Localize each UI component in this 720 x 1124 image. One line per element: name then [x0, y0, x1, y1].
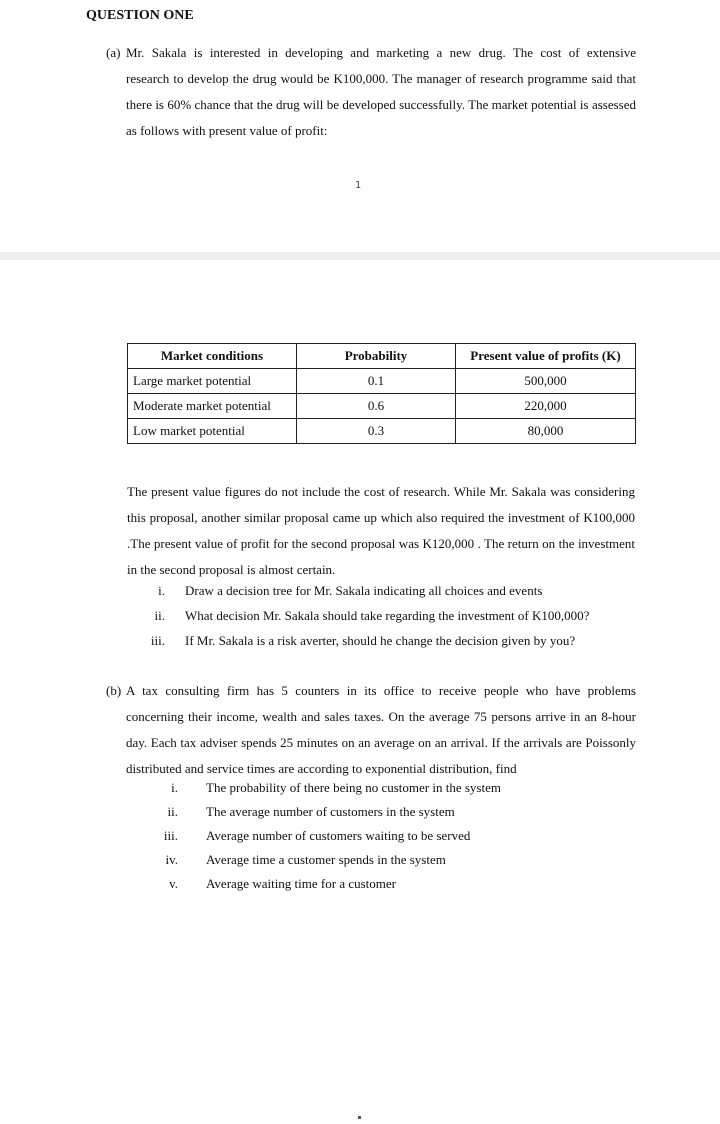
page-number: 1	[355, 180, 362, 191]
list-number: i.	[158, 583, 165, 598]
header-present-value: Present value of profits (K)	[456, 344, 636, 369]
page-2	[0, 260, 720, 1124]
list-number: iii.	[150, 633, 165, 648]
page-1	[0, 0, 720, 252]
part-a-first-line	[106, 40, 636, 66]
list-item	[140, 603, 589, 628]
cell-probability: 0.1	[297, 369, 456, 394]
part-a-paragraph	[106, 40, 636, 144]
table-row	[128, 419, 636, 444]
cell-condition: Moderate market potential	[128, 394, 297, 419]
list-item	[148, 800, 501, 824]
list-text: If Mr. Sakala is a risk averter, should he change the decision given by you?	[185, 633, 576, 648]
cell-value: 80,000	[456, 419, 636, 444]
list-number: ii.	[167, 804, 178, 819]
list-number: iii.	[163, 828, 178, 843]
proposal-paragraph: The present value figures do not include the cost of research. While Mr. Sakala was considering this proposal, another similar proposal came up which also required the investment of K100,000 .The present value of profit for the second proposal was K120,000 . The return on the investment in the second proposal is almost certain.	[127, 484, 635, 577]
market-table	[127, 343, 636, 444]
list-item	[148, 848, 501, 872]
part-a-label: (a)	[106, 45, 121, 60]
cell-probability: 0.3	[297, 419, 456, 444]
part-b-first-text: A tax consulting firm has 5 counters in its office to receive people who have problems	[126, 683, 636, 698]
list-item	[140, 578, 589, 603]
list-number: v.	[169, 876, 178, 891]
part-a-questions	[140, 578, 589, 653]
list-number: iv.	[165, 852, 178, 867]
table-row	[128, 394, 636, 419]
list-number: ii.	[154, 608, 165, 623]
list-text: Average time a customer spends in the system	[206, 852, 446, 867]
part-b-paragraph	[106, 678, 636, 782]
footer-mark	[358, 1116, 361, 1119]
cell-probability: 0.6	[297, 394, 456, 419]
part-a-body: research to develop the drug would be K100,000. The manager of research programme said that there is 60% chance that the drug will be developed successfully. The market potential is assessed as follows with present value of profit:	[126, 71, 636, 138]
table-header-row	[128, 344, 636, 369]
part-b-questions	[148, 776, 501, 896]
header-probability: Probability	[297, 344, 456, 369]
list-text: Average waiting time for a customer	[206, 876, 396, 891]
list-text: The probability of there being no customer in the system	[206, 780, 501, 795]
list-text: Draw a decision tree for Mr. Sakala indicating all choices and events	[185, 583, 543, 598]
part-b-first-line	[106, 678, 636, 704]
cell-condition: Large market potential	[128, 369, 297, 394]
list-item	[148, 824, 501, 848]
question-heading: QUESTION ONE	[86, 8, 194, 23]
cell-value: 220,000	[456, 394, 636, 419]
page-separator	[0, 252, 720, 260]
list-item	[140, 628, 589, 653]
part-b-body: concerning their income, wealth and sales taxes. On the average 75 persons arrive in an 8-hour day. Each tax adviser spends 25 minutes on an average on an arrival. If the arrivals are Poissonly distributed and service times are according to exponential distribution, find	[126, 709, 636, 776]
cell-condition: Low market potential	[128, 419, 297, 444]
list-text: What decision Mr. Sakala should take regarding the investment of K100,000?	[185, 608, 590, 623]
part-b-label: (b)	[106, 683, 122, 698]
cell-value: 500,000	[456, 369, 636, 394]
part-a-first-text: Mr. Sakala is interested in developing and marketing a new drug. The cost of extensive	[126, 45, 636, 60]
list-text: Average number of customers waiting to be served	[206, 828, 471, 843]
table-row	[128, 369, 636, 394]
list-item	[148, 872, 501, 896]
header-market-conditions: Market conditions	[128, 344, 297, 369]
list-number: i.	[171, 780, 178, 795]
list-item	[148, 776, 501, 800]
list-text: The average number of customers in the system	[206, 804, 455, 819]
